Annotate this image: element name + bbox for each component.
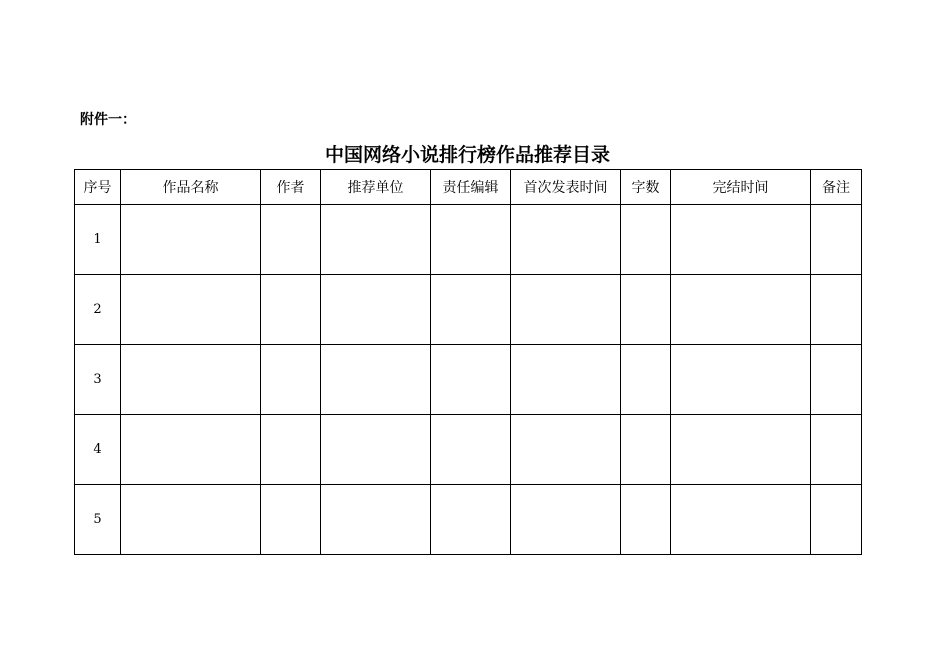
author-cell (261, 345, 321, 415)
completed-cell (671, 415, 811, 485)
author-cell (261, 485, 321, 555)
remarks-cell (811, 415, 862, 485)
document-title: 中国网络小说排行榜作品推荐目录 (324, 144, 610, 166)
first-published-cell (511, 345, 621, 415)
recommender-cell (321, 205, 431, 275)
table-row (75, 205, 862, 275)
header-cell-remarks: 备注 (811, 170, 862, 205)
recommender-cell (321, 485, 431, 555)
header-cell-editor: 责任编辑 (431, 170, 511, 205)
row-index-cell: 1 (75, 205, 121, 275)
word-count-cell (621, 275, 671, 345)
first-published-cell (511, 415, 621, 485)
remarks-cell (811, 485, 862, 555)
header-cell-author: 作者 (261, 170, 321, 205)
recommender-cell (321, 275, 431, 345)
work-title-cell (121, 345, 261, 415)
remarks-cell (811, 275, 862, 345)
editor-cell (431, 415, 511, 485)
recommender-cell (321, 345, 431, 415)
editor-cell (431, 485, 511, 555)
recommender-cell (321, 415, 431, 485)
header-cell-work-title: 作品名称 (121, 170, 261, 205)
row-index-cell: 2 (75, 275, 121, 345)
word-count-cell (621, 415, 671, 485)
row-index-cell: 5 (75, 485, 121, 555)
header-cell-recommender: 推荐单位 (321, 170, 431, 205)
header-cell-first-published: 首次发表时间 (511, 170, 621, 205)
header-cell-completed: 完结时间 (671, 170, 811, 205)
attachment-label: 附件一： (80, 112, 136, 128)
remarks-cell (811, 205, 862, 275)
table-row (75, 345, 862, 415)
author-cell (261, 275, 321, 345)
editor-cell (431, 205, 511, 275)
author-cell (261, 205, 321, 275)
table-row (75, 415, 862, 485)
completed-cell (671, 205, 811, 275)
first-published-cell (511, 205, 621, 275)
editor-cell (431, 275, 511, 345)
author-cell (261, 415, 321, 485)
header-row (75, 170, 862, 205)
remarks-cell (811, 345, 862, 415)
word-count-cell (621, 485, 671, 555)
work-title-cell (121, 485, 261, 555)
row-index-cell: 4 (75, 415, 121, 485)
word-count-cell (621, 205, 671, 275)
work-title-cell (121, 415, 261, 485)
work-title-cell (121, 275, 261, 345)
header-cell-index: 序号 (75, 170, 121, 205)
recommendation-table (74, 169, 862, 555)
row-index-cell: 3 (75, 345, 121, 415)
word-count-cell (621, 345, 671, 415)
table-row (75, 485, 862, 555)
completed-cell (671, 345, 811, 415)
first-published-cell (511, 485, 621, 555)
completed-cell (671, 485, 811, 555)
work-title-cell (121, 205, 261, 275)
editor-cell (431, 345, 511, 415)
table-row (75, 275, 862, 345)
first-published-cell (511, 275, 621, 345)
completed-cell (671, 275, 811, 345)
header-cell-word-count: 字数 (621, 170, 671, 205)
